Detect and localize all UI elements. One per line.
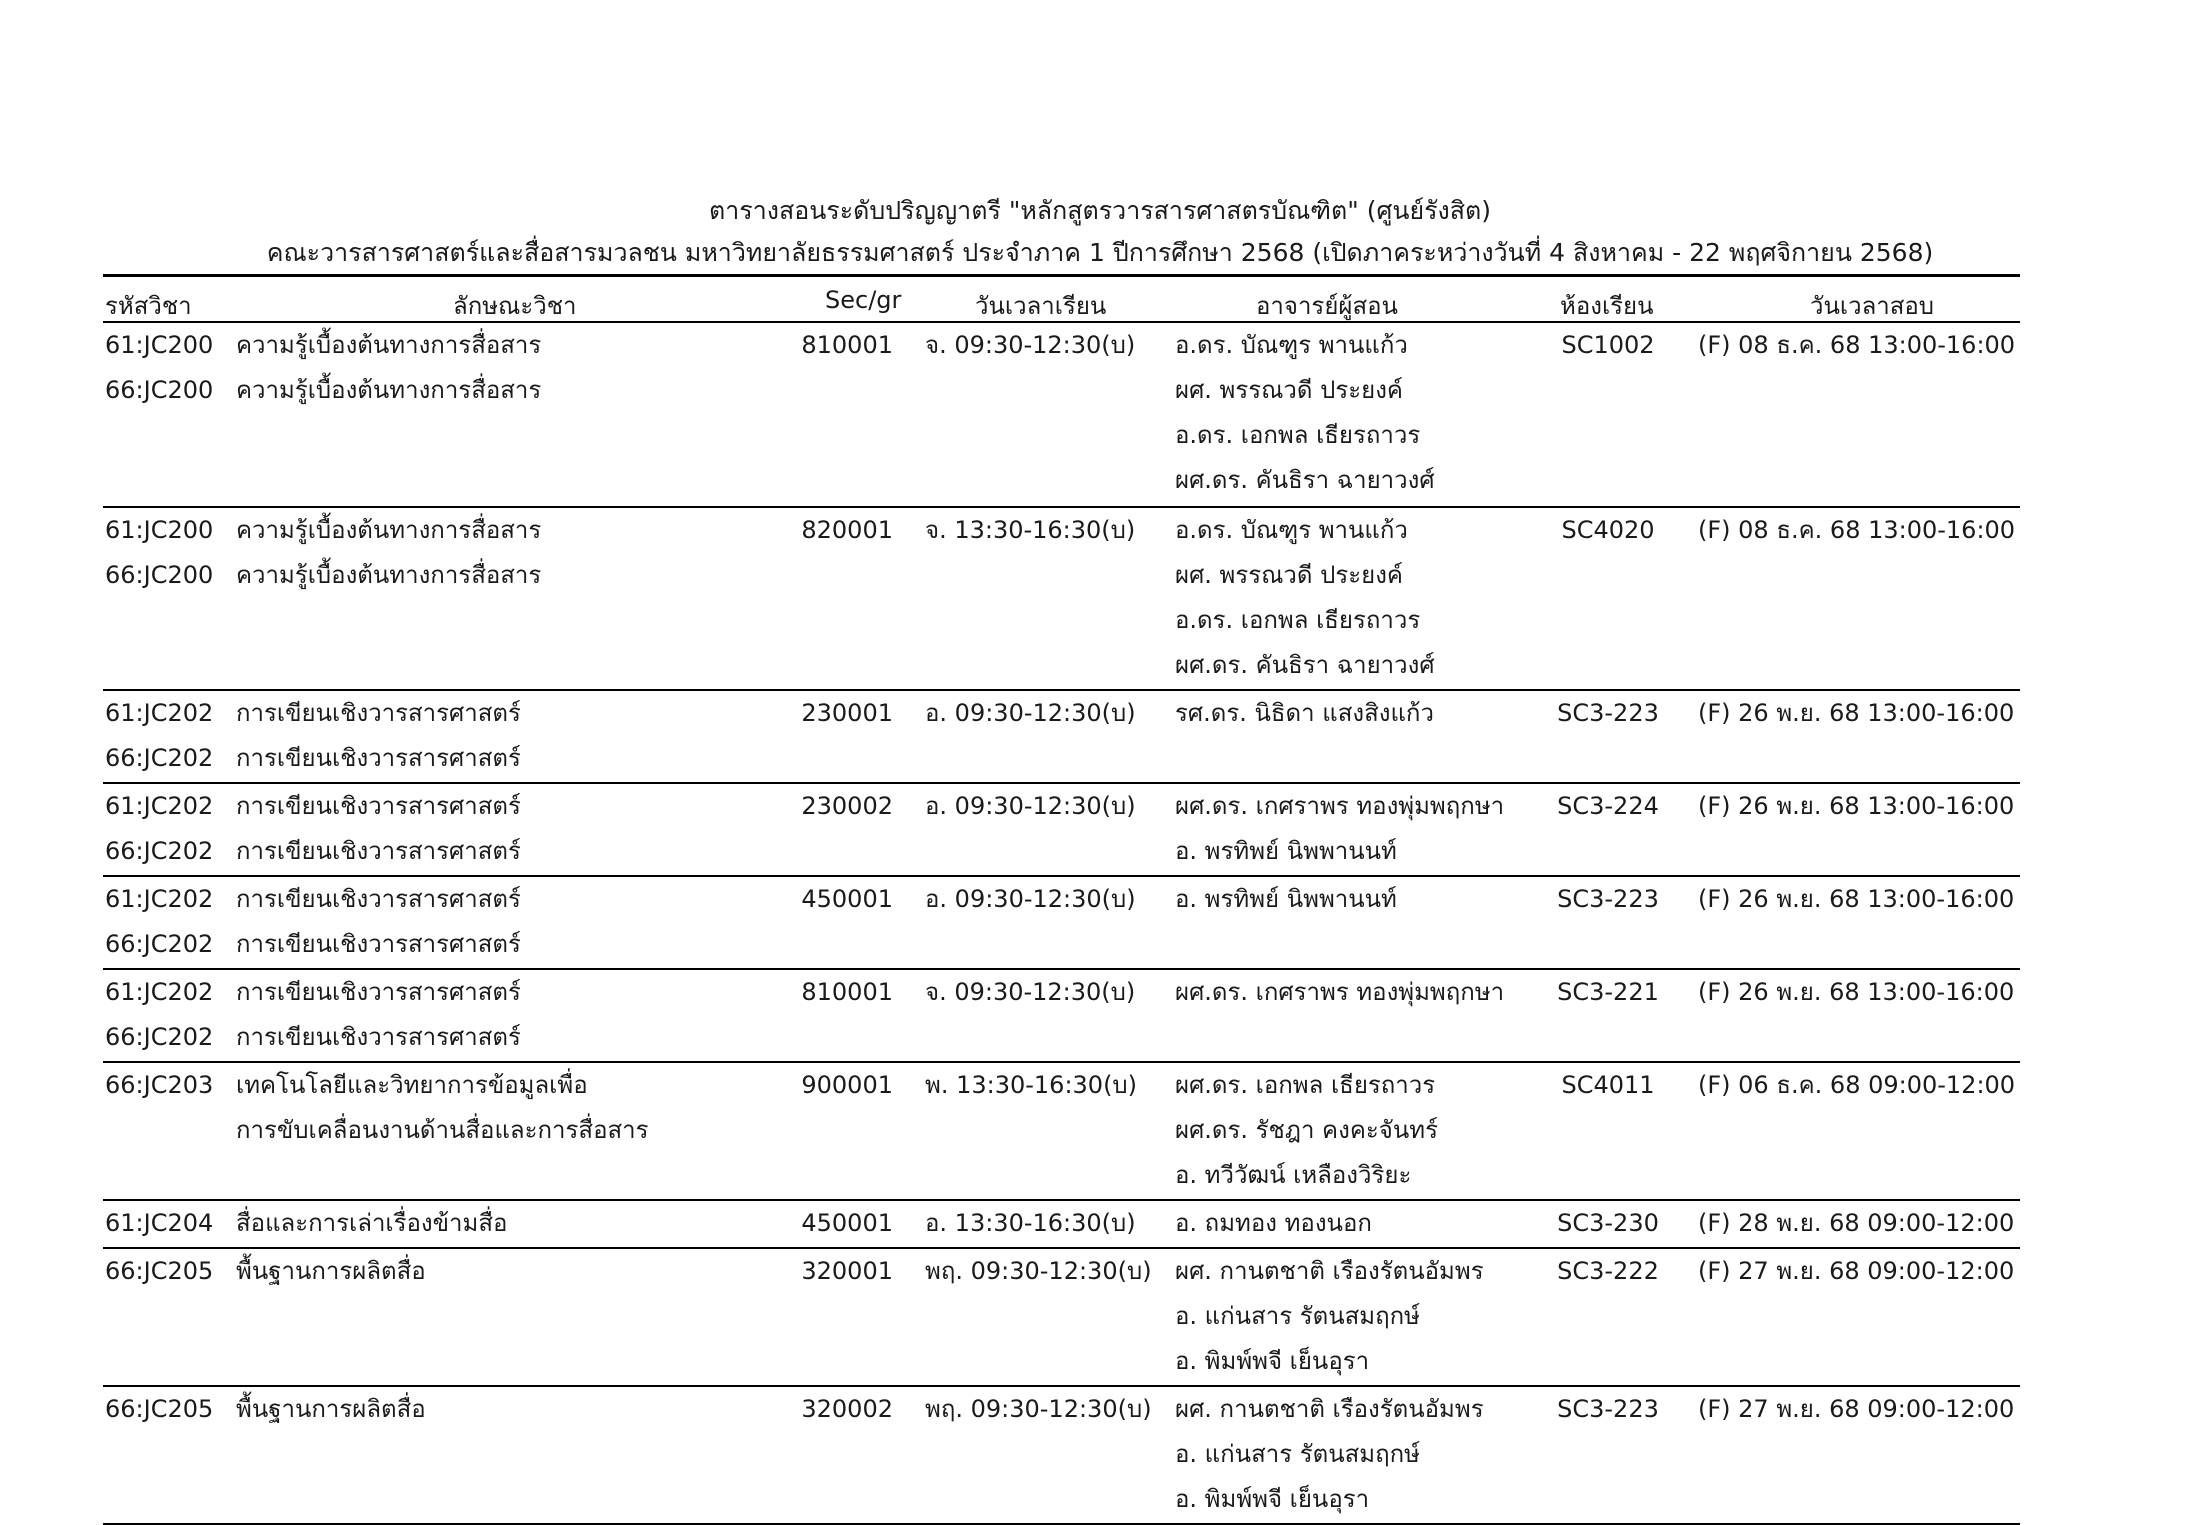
section-number: 230001	[801, 699, 893, 727]
exam-time: (F) 06 ธ.ค. 68 09:00-12:00	[1698, 1071, 2016, 1099]
room-code: SC3-224	[1557, 792, 1659, 820]
instructor-name: อ.ดร. เอกพล เธียรถาวร	[1175, 421, 1421, 449]
instructor-name: ผศ.ดร. เกศราพร ทองพุ่มพฤกษา	[1175, 978, 1505, 1006]
instructor-name: ผศ. กานตชาติ เรืองรัตนอัมพร	[1175, 1257, 1484, 1285]
course-code-cell	[105, 970, 230, 1060]
class-time: พ. 13:30-16:30(บ)	[925, 1071, 1138, 1099]
instructor-name: ผศ. พรรณวดี ประยงค์	[1175, 376, 1403, 404]
course-name: การเขียนเชิงวารสารศาสตร์	[236, 885, 521, 913]
instructor-name: ผศ. กานตชาติ เรืองรัตนอัมพร	[1175, 1395, 1484, 1423]
table-row	[103, 875, 2020, 968]
course-name-cell	[236, 877, 796, 967]
instructor-name: รศ.ดร. นิธิดา แสงสิงแก้ว	[1175, 699, 1434, 727]
course-name: เทคโนโลยีและวิทยาการข้อมูลเพื่อ	[236, 1071, 588, 1099]
course-code: 66:JC202	[105, 744, 214, 772]
document-subtitle: คณะวารสารศาสตร์และสื่อสารมวลชน มหาวิทยาลัยธรรมศาสตร์ ประจำภาค 1 ปีการศึกษา 2568 (เปิดภาคระหว่างวันที่ 4 สิงหาคม - 22 พฤศจิกายน 2568)	[266, 238, 1934, 267]
instructor-name: อ.ดร. บัณฑูร พานแก้ว	[1175, 331, 1408, 359]
course-name-cell	[236, 970, 796, 1060]
course-code: 61:JC204	[105, 1209, 214, 1237]
course-code: 66:JC202	[105, 837, 214, 865]
exam-time: (F) 08 ธ.ค. 68 13:00-16:00	[1698, 516, 2016, 544]
section-number: 450001	[801, 885, 893, 913]
section-number: 320001	[801, 1257, 893, 1285]
section-number-cell	[793, 1387, 893, 1432]
course-code: 61:JC202	[105, 792, 214, 820]
room-code-cell	[1543, 1249, 1673, 1294]
class-time: จ. 13:30-16:30(บ)	[925, 516, 1136, 544]
course-name: การเขียนเชิงวารสารศาสตร์	[236, 930, 521, 958]
instructor-name: ผศ. พรรณวดี ประยงค์	[1175, 561, 1403, 589]
exam-time-cell	[1698, 691, 2038, 736]
instructor-name: ผศ.ดร. รัชฎา คงคะจันทร์	[1175, 1116, 1438, 1144]
course-code-cell	[105, 1249, 230, 1294]
exam-time: (F) 27 พ.ย. 68 09:00-12:00	[1698, 1395, 2015, 1423]
exam-time-cell	[1698, 784, 2038, 829]
course-name-cell	[236, 1387, 796, 1432]
instructor-name: ผศ.ดร. คันธิรา ฉายาวงศ์	[1175, 466, 1435, 494]
course-code-cell	[105, 508, 230, 598]
exam-time: (F) 08 ธ.ค. 68 13:00-16:00	[1698, 331, 2016, 359]
course-name: สื่อและการเล่าเรื่องข้ามสื่อ	[236, 1209, 508, 1237]
table-row	[103, 1247, 2020, 1385]
class-time: จ. 09:30-12:30(บ)	[925, 978, 1136, 1006]
course-code: 61:JC202	[105, 699, 214, 727]
course-code: 61:JC202	[105, 978, 214, 1006]
course-name: การขับเคลื่อนงานด้านสื่อและการสื่อสาร	[236, 1116, 649, 1144]
course-code: 66:JC202	[105, 1023, 214, 1051]
exam-time-cell	[1698, 1249, 2038, 1294]
course-code: 61:JC202	[105, 885, 214, 913]
course-name: ความรู้เบื้องต้นทางการสื่อสาร	[236, 376, 542, 404]
section-number: 810001	[801, 331, 893, 359]
class-time: พฤ. 09:30-12:30(บ)	[925, 1257, 1152, 1285]
exam-time: (F) 26 พ.ย. 68 13:00-16:00	[1698, 699, 2015, 727]
section-number-cell	[793, 508, 893, 553]
course-name: การเขียนเชิงวารสารศาสตร์	[236, 978, 521, 1006]
class-time: พฤ. 09:30-12:30(บ)	[925, 1395, 1152, 1423]
room-code-cell	[1543, 508, 1673, 553]
exam-time-cell	[1698, 508, 2038, 553]
course-code-cell	[105, 1063, 230, 1108]
room-code-cell	[1543, 323, 1673, 368]
exam-time-cell	[1698, 970, 2038, 1015]
room-code: SC3-222	[1557, 1257, 1659, 1285]
course-name-cell	[236, 1201, 796, 1246]
course-code: 66:JC200	[105, 376, 214, 404]
room-code: SC4011	[1561, 1071, 1655, 1099]
header-course-name: ลักษณะวิชา	[453, 292, 577, 320]
instructor-name: อ. ทวีวัฒน์ เหลืองวิริยะ	[1175, 1161, 1412, 1189]
room-code-cell	[1543, 1201, 1673, 1246]
section-number-cell	[793, 323, 893, 368]
class-time: อ. 09:30-12:30(บ)	[925, 792, 1136, 820]
exam-time-cell	[1698, 323, 2038, 368]
table-row	[103, 782, 2020, 875]
instructor-name: ผศ.ดร. เกศราพร ทองพุ่มพฤกษา	[1175, 792, 1505, 820]
section-number: 320002	[801, 1395, 893, 1423]
course-name: การเขียนเชิงวารสารศาสตร์	[236, 837, 521, 865]
section-number-cell	[793, 970, 893, 1015]
header-exam-time: วันเวลาสอบ	[1810, 292, 1935, 320]
room-code-cell	[1543, 1063, 1673, 1108]
header-section: Sec/gr	[825, 286, 902, 314]
room-code: SC3-230	[1557, 1209, 1659, 1237]
exam-time-cell	[1698, 877, 2038, 922]
instructor-name: อ. แก่นสาร รัตนสมฤกษ์	[1175, 1302, 1420, 1330]
section-number-cell	[793, 877, 893, 922]
course-code-cell	[105, 877, 230, 967]
exam-time-cell	[1698, 1063, 2038, 1108]
instructor-name: อ. พรทิพย์ นิพพานนท์	[1175, 885, 1397, 913]
room-code-cell	[1543, 691, 1673, 736]
class-time: อ. 09:30-12:30(บ)	[925, 699, 1136, 727]
course-code: 66:JC203	[105, 1071, 214, 1099]
class-time: จ. 09:30-12:30(บ)	[925, 331, 1136, 359]
exam-time-cell	[1698, 1201, 2038, 1246]
room-code: SC1002	[1561, 331, 1655, 359]
room-code-cell	[1543, 877, 1673, 922]
instructor-name: ผศ.ดร. คันธิรา ฉายาวงศ์	[1175, 651, 1435, 679]
exam-time: (F) 26 พ.ย. 68 13:00-16:00	[1698, 885, 2015, 913]
course-code: 66:JC205	[105, 1257, 214, 1285]
section-number: 820001	[801, 516, 893, 544]
course-name: การเขียนเชิงวารสารศาสตร์	[236, 792, 521, 820]
course-name: ความรู้เบื้องต้นทางการสื่อสาร	[236, 331, 542, 359]
instructor-name: อ. พิมพ์พจี เย็นอุรา	[1175, 1485, 1370, 1513]
section-number: 810001	[801, 978, 893, 1006]
section-number-cell	[793, 784, 893, 829]
table-row	[103, 968, 2020, 1061]
exam-time-cell	[1698, 1387, 2038, 1432]
section-number-cell	[793, 1201, 893, 1246]
course-name: ความรู้เบื้องต้นทางการสื่อสาร	[236, 561, 542, 589]
room-code: SC3-223	[1557, 699, 1659, 727]
room-code: SC3-223	[1557, 885, 1659, 913]
header-class-time: วันเวลาเรียน	[975, 292, 1107, 320]
table-body	[103, 323, 2020, 1523]
room-code: SC4020	[1561, 516, 1655, 544]
instructor-name: อ. พรทิพย์ นิพพานนท์	[1175, 837, 1397, 865]
document-title: ตารางสอนระดับปริญญาตรี "หลักสูตรวารสารศาสตรบัณฑิต" (ศูนย์รังสิต)	[709, 196, 1491, 225]
section-number-cell	[793, 1063, 893, 1108]
section-number: 450001	[801, 1209, 893, 1237]
course-code-cell	[105, 323, 230, 413]
instructor-name: อ. แก่นสาร รัตนสมฤกษ์	[1175, 1440, 1420, 1468]
course-code-cell	[105, 784, 230, 874]
course-name-cell	[236, 784, 796, 874]
schedule-table	[103, 274, 2020, 1525]
exam-time: (F) 26 พ.ย. 68 13:00-16:00	[1698, 978, 2015, 1006]
course-code: 61:JC200	[105, 331, 214, 359]
instructor-name: อ. ถมทอง ทองนอก	[1175, 1209, 1372, 1237]
instructor-name: อ.ดร. เอกพล เธียรถาวร	[1175, 606, 1421, 634]
course-code: 66:JC205	[105, 1395, 214, 1423]
room-code: SC3-221	[1557, 978, 1659, 1006]
table-row	[103, 506, 2020, 689]
course-code: 61:JC200	[105, 516, 214, 544]
header-instructor: อาจารย์ผู้สอน	[1256, 292, 1398, 320]
room-code: SC3-223	[1557, 1395, 1659, 1423]
exam-time: (F) 26 พ.ย. 68 13:00-16:00	[1698, 792, 2015, 820]
course-name-cell	[236, 508, 796, 598]
table-row	[103, 1061, 2020, 1199]
table-header	[103, 277, 2020, 323]
section-number-cell	[793, 691, 893, 736]
course-code: 66:JC200	[105, 561, 214, 589]
course-code-cell	[105, 1387, 230, 1432]
course-name-cell	[236, 323, 796, 413]
course-name: การเขียนเชิงวารสารศาสตร์	[236, 1023, 521, 1051]
course-name: การเขียนเชิงวารสารศาสตร์	[236, 744, 521, 772]
header-room: ห้องเรียน	[1560, 292, 1654, 320]
course-code-cell	[105, 691, 230, 781]
exam-time: (F) 27 พ.ย. 68 09:00-12:00	[1698, 1257, 2015, 1285]
instructor-name: อ. พิมพ์พจี เย็นอุรา	[1175, 1347, 1370, 1375]
room-code-cell	[1543, 784, 1673, 829]
room-code-cell	[1543, 1387, 1673, 1432]
instructor-name: ผศ.ดร. เอกพล เธียรถาวร	[1175, 1071, 1436, 1099]
course-name: พื้นฐานการผลิตสื่อ	[236, 1395, 426, 1423]
section-number: 230002	[801, 792, 893, 820]
section-number: 900001	[801, 1071, 893, 1099]
course-name: การเขียนเชิงวารสารศาสตร์	[236, 699, 521, 727]
course-code: 66:JC202	[105, 930, 214, 958]
course-name-cell	[236, 691, 796, 781]
instructor-name: อ.ดร. บัณฑูร พานแก้ว	[1175, 516, 1408, 544]
course-name-cell	[236, 1249, 796, 1294]
table-row	[103, 323, 2020, 506]
course-name: พื้นฐานการผลิตสื่อ	[236, 1257, 426, 1285]
header-course-code: รหัสวิชา	[105, 292, 192, 320]
room-code-cell	[1543, 970, 1673, 1015]
course-name: ความรู้เบื้องต้นทางการสื่อสาร	[236, 516, 542, 544]
table-row	[103, 1199, 2020, 1247]
table-row	[103, 689, 2020, 782]
table-row	[103, 1385, 2020, 1523]
course-name-cell	[236, 1063, 796, 1153]
section-number-cell	[793, 1249, 893, 1294]
class-time: อ. 09:30-12:30(บ)	[925, 885, 1136, 913]
class-time: อ. 13:30-16:30(บ)	[925, 1209, 1136, 1237]
course-code-cell	[105, 1201, 230, 1246]
exam-time: (F) 28 พ.ย. 68 09:00-12:00	[1698, 1209, 2015, 1237]
